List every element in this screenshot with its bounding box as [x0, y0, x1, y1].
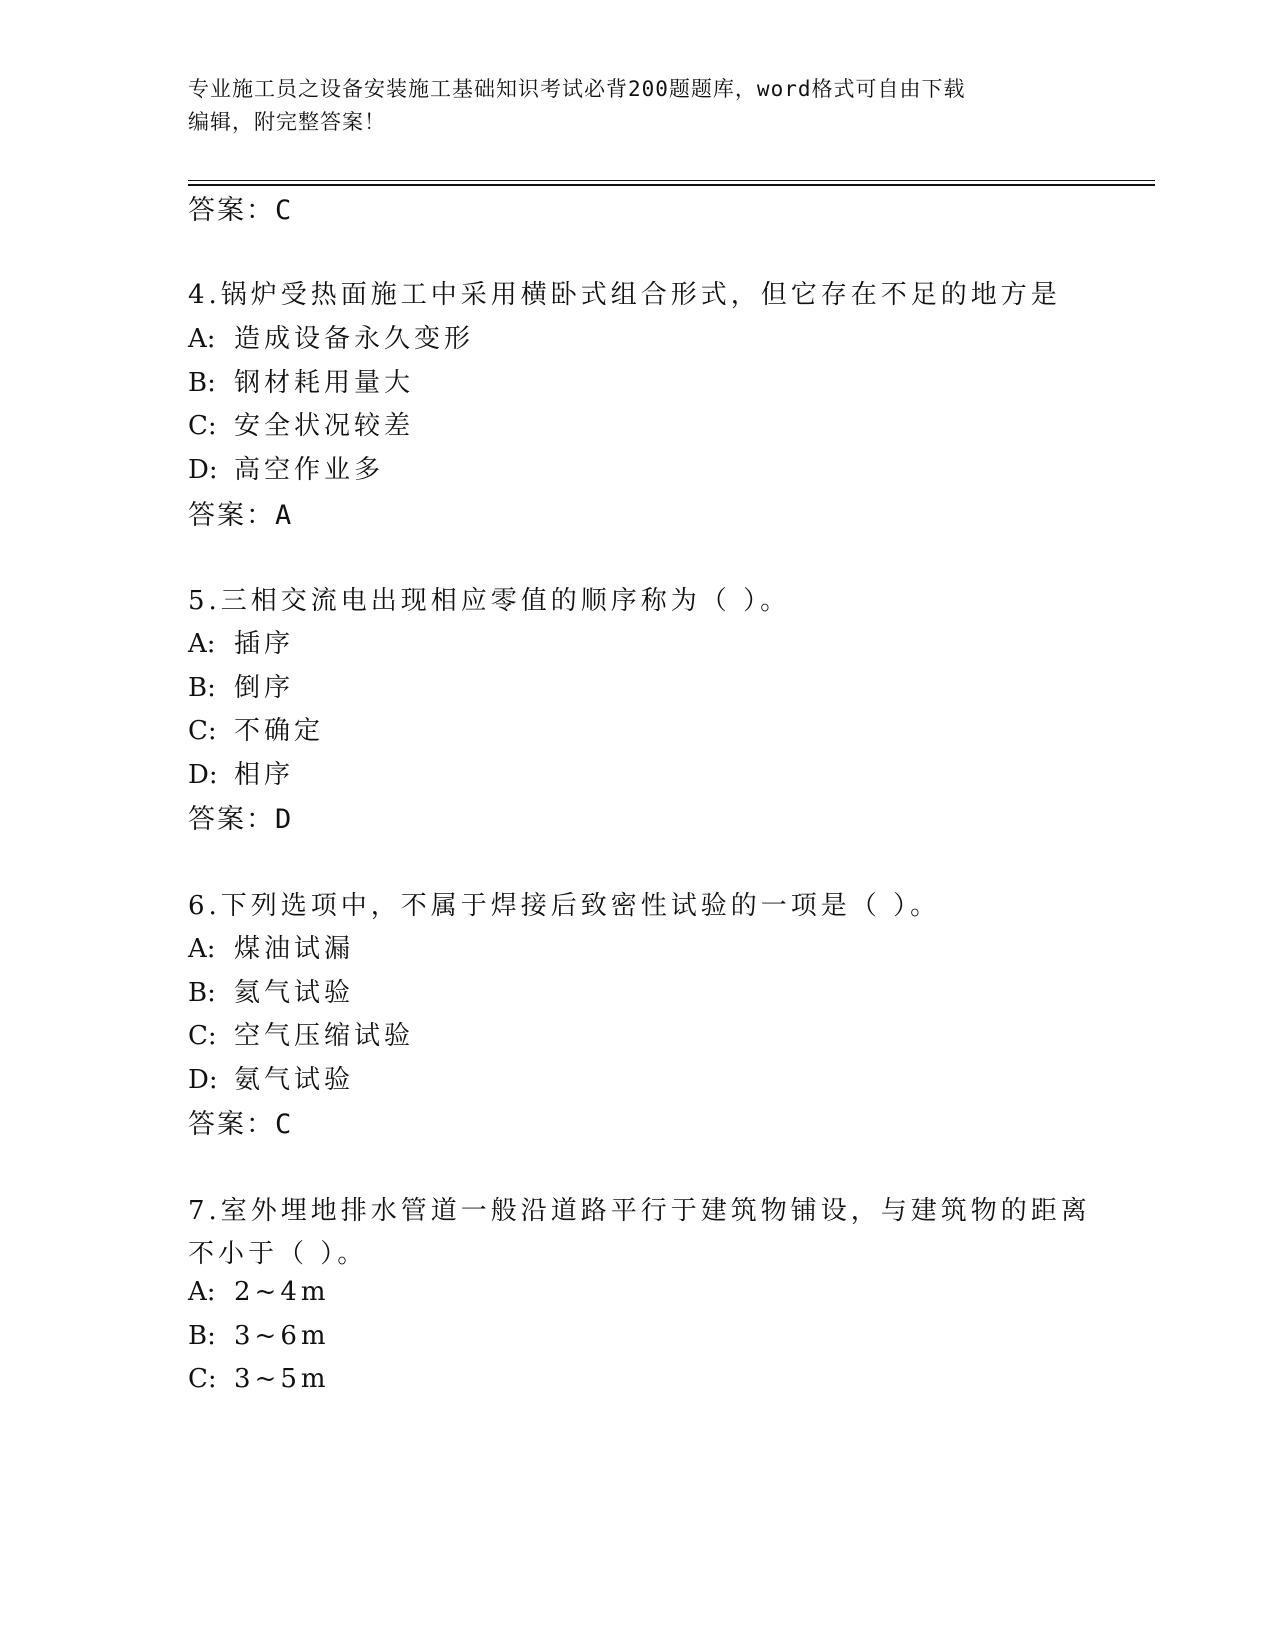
question-stem: 7.室外埋地排水管道一般沿道路平行于建筑物铺设，与建筑物的距离 [188, 1196, 1091, 1226]
option-letter: D: [188, 760, 218, 790]
header-title-line-1: 专业施工员之设备安装施工基础知识考试必背200题题库，word格式可自由下载 [188, 77, 966, 101]
option-letter: B: [188, 368, 216, 398]
answer-value: D [275, 804, 294, 835]
question-stem: 6.下列选项中，不属于焊接后致密性试验的一项是（ ）。 [188, 891, 941, 921]
option-letter: A: [188, 324, 216, 354]
answer-label: 答案： [188, 1109, 275, 1140]
option-text: 造成设备永久变形 [234, 324, 475, 354]
option-c [188, 1015, 414, 1052]
option-text: 钢材耗用量大 [234, 368, 415, 398]
option-a [188, 928, 354, 965]
option-letter: C: [188, 716, 217, 746]
option-b [188, 1321, 330, 1351]
option-c [188, 710, 324, 747]
option-letter: D: [188, 455, 218, 485]
option-d [188, 449, 384, 486]
option-letter: A: [188, 934, 216, 964]
answer-value: C [275, 1109, 294, 1140]
option-d [188, 1059, 354, 1096]
answer-line [188, 493, 293, 532]
option-letter: A: [188, 1277, 216, 1307]
option-letter: B: [188, 978, 216, 1008]
option-text: 煤油试漏 [234, 934, 355, 964]
option-text: 相序 [234, 760, 295, 790]
option-letter: B: [188, 1321, 216, 1351]
answer-label: 答案： [188, 500, 275, 531]
option-b [188, 362, 414, 399]
header-divider-thin [188, 180, 1155, 181]
option-text: 不确定 [234, 716, 325, 746]
option-letter: C: [188, 1364, 217, 1394]
option-text: 插序 [234, 629, 295, 659]
option-a [188, 623, 294, 660]
option-text: 氦气试验 [234, 978, 355, 1008]
question-stem: 4.锅炉受热面施工中采用横卧式组合形式，但它存在不足的地方是 [188, 280, 1061, 310]
option-text: 倒序 [234, 673, 295, 703]
answer-label: 答案： [188, 195, 275, 226]
option-text: 安全状况较差 [234, 411, 415, 441]
question-stem-continuation: 不小于（ ）。 [188, 1239, 368, 1269]
option-text: 高空作业多 [234, 455, 385, 485]
option-b [188, 972, 354, 1009]
answer-line [188, 188, 293, 227]
question-stem: 5.三相交流电出现相应零值的顺序称为（ ）。 [188, 586, 791, 616]
answer-value: A [275, 500, 294, 531]
answer-line [188, 1102, 293, 1141]
option-letter: D: [188, 1065, 218, 1095]
option-c [188, 1364, 330, 1394]
option-text: 3~5m [234, 1364, 330, 1394]
option-c [188, 405, 414, 442]
option-b [188, 667, 294, 704]
option-letter: B: [188, 673, 216, 703]
option-letter: A: [188, 629, 216, 659]
header-divider-thick [188, 184, 1155, 186]
document-header [188, 73, 1088, 139]
option-text: 空气压缩试验 [234, 1021, 415, 1051]
answer-value: C [275, 195, 294, 226]
option-letter: C: [188, 1021, 217, 1051]
answer-line [188, 797, 293, 836]
option-letter: C: [188, 411, 217, 441]
option-a [188, 1277, 330, 1307]
option-text: 氨气试验 [234, 1065, 355, 1095]
option-a [188, 318, 474, 355]
option-d [188, 754, 294, 791]
option-text: 3~6m [234, 1321, 330, 1351]
option-text: 2~4m [234, 1277, 330, 1307]
answer-label: 答案： [188, 804, 275, 835]
header-title-line-2: 编辑，附完整答案！ [188, 110, 386, 134]
